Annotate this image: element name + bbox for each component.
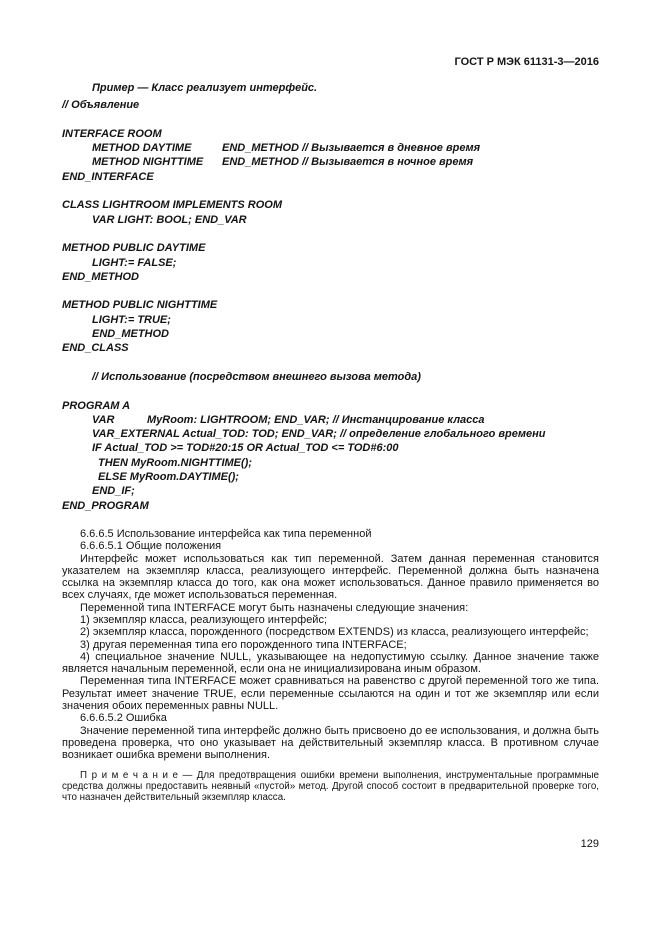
list-item: 4) специальное значение NULL, указывающее на недопустимую ссылку. Данное значение также является начальным переменной, если она не инициализирована иным образом. xyxy=(62,650,599,676)
code-col: MyRoom: LIGHTROOM; END_VAR; // Инстанцирование класса xyxy=(147,413,485,426)
code-line xyxy=(92,413,599,427)
code-comment: // Вызывается в ночное время xyxy=(302,156,474,169)
code-line: // Объявление xyxy=(62,99,140,112)
paragraph: Переменной типа INTERFACE могут быть назначены следующие значения: xyxy=(80,601,469,614)
code-col: VAR xyxy=(92,413,115,426)
code-line xyxy=(92,141,599,155)
code-col: METHOD DAYTIME xyxy=(92,142,192,155)
clause-heading: 6.6.6.5.2 Ошибка xyxy=(80,712,167,725)
code-line: END_INTERFACE xyxy=(62,170,154,183)
code-line: END_PROGRAM xyxy=(62,499,149,512)
paragraph: Интерфейс может использоваться как тип переменной. Затем данная переменная становится указателем на экземпляр класса, реализующего интерфейс. Переменной должна быть назначена ссылка на экземпляр класса до того, как она может использоваться. Данное правило применяется во всех случаях, где может использоваться переменная. xyxy=(62,552,599,602)
code-line: VAR LIGHT: BOOL; END_VAR xyxy=(92,213,247,226)
code-line: END_METHOD xyxy=(62,270,140,283)
code-comment-line: // Использование (посредством внешнего вызова метода) xyxy=(92,370,421,383)
code-line: END_CLASS xyxy=(62,342,129,355)
clause-heading: 6.6.6.5 Использование интерфейса как типа переменной xyxy=(80,527,372,540)
note-paragraph: П р и м е ч а н и е — Для предотвращения ошибки времени выполнения, инструментальные программные средства должны предоставить неявный «пустой» метод. Другой способ состоит в предварительной проверке того, что назначен действительный экземпляр класса. xyxy=(62,769,599,803)
code-line: METHOD PUBLIC NIGHTTIME xyxy=(62,299,218,312)
list-item: 3) другая переменная типа его порожденного типа INTERFACE; xyxy=(80,638,407,651)
code-line: END_METHOD xyxy=(92,328,170,341)
code-line: LIGHT:= TRUE; xyxy=(92,313,171,326)
code-line: ELSE MyRoom.DAYTIME(); xyxy=(98,471,239,484)
code-line xyxy=(92,155,599,169)
clause-heading: 6.6.6.5.1 Общие положения xyxy=(80,540,222,553)
code-line: THEN MyRoom.NIGHTTIME(); xyxy=(98,456,252,469)
code-line: CLASS LIGHTROOM IMPLEMENTS ROOM xyxy=(62,199,282,212)
code-comment: // Вызывается в дневное время xyxy=(302,142,481,155)
code-col: END_METHOD xyxy=(222,142,300,155)
code-line: INTERFACE ROOM xyxy=(62,127,162,140)
code-col: METHOD NIGHTTIME xyxy=(92,156,204,169)
code-example-block xyxy=(62,81,599,513)
paragraph: Переменная типа INTERFACE может сравниваться на равенство с другой переменной того же типа. Результат имеет значение TRUE, если переменные ссылаются на один и тот же экземпляр или если значения обоих переменных равны NULL. xyxy=(62,675,599,713)
code-line: LIGHT:= FALSE; xyxy=(92,256,177,269)
list-item: 2) экземпляр класса, порожденного (посредством EXTENDS) из класса, реализующего интерфейс; xyxy=(80,626,589,639)
list-item: 1) экземпляр класса, реализующего интерфейс; xyxy=(80,613,328,626)
code-line: IF Actual_TOD >= TOD#20:15 OR Actual_TOD <= TOD#6:00 xyxy=(92,442,399,455)
body-text xyxy=(62,528,599,803)
code-line: END_IF; xyxy=(92,485,135,498)
paragraph: Значение переменной типа интерфейс должно быть присвоено до ее использования, и должна быть проведена проверка, что оно указывает на действительный экземпляр класса. В противном случае возникает ошибка времени выполнения. xyxy=(62,724,599,762)
example-caption: Пример — Класс реализует интерфейс. xyxy=(92,82,318,94)
code-col: END_METHOD xyxy=(222,156,300,169)
code-line: METHOD PUBLIC DAYTIME xyxy=(62,242,206,255)
doc-number: ГОСТ Р МЭК 61131-3—2016 xyxy=(454,56,599,68)
code-line: VAR_EXTERNAL Actual_TOD: TOD; END_VAR; // определение глобального времени xyxy=(92,428,546,441)
page-number: 129 xyxy=(580,838,599,850)
running-header xyxy=(62,56,599,68)
code-line: PROGRAM A xyxy=(62,399,131,412)
